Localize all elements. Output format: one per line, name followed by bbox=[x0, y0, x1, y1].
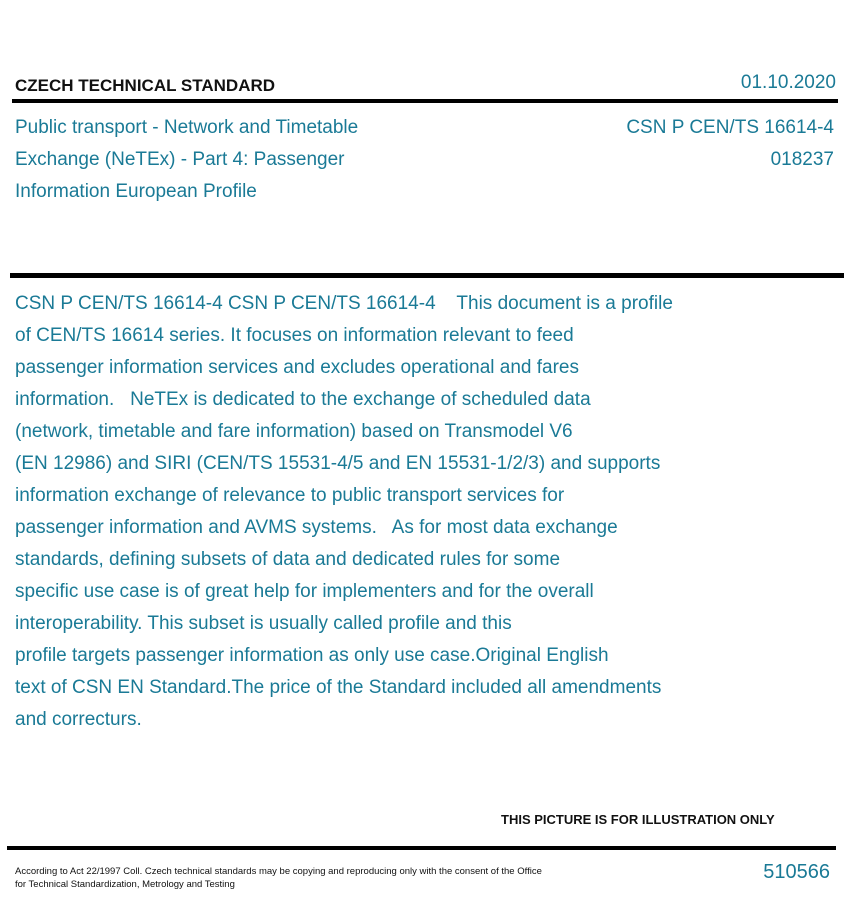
abstract-line: information exchange of relevance to public transport services for bbox=[15, 485, 565, 506]
abstract-line: of CEN/TS 16614 series. It focuses on information relevant to feed bbox=[15, 325, 574, 346]
classification-code: 018237 bbox=[770, 149, 834, 170]
abstract-text bbox=[15, 288, 815, 736]
header-divider bbox=[12, 99, 838, 103]
abstract-line: profile targets passenger information as only use case.Original English bbox=[15, 645, 609, 666]
standard-title-line-2: Exchange (NeTEx) - Part 4: Passenger bbox=[15, 149, 345, 170]
abstract-line: text of CSN EN Standard.The price of the Standard included all amendments bbox=[15, 677, 662, 698]
abstract-line: (network, timetable and fare information) based on Transmodel V6 bbox=[15, 421, 573, 442]
publication-date: 01.10.2020 bbox=[740, 72, 836, 93]
abstract-line: standards, defining subsets of data and dedicated rules for some bbox=[15, 549, 561, 570]
abstract-line: specific use case is of great help for implementers and for the overall bbox=[15, 581, 594, 602]
abstract-line: interoperability. This subset is usually called profile and this bbox=[15, 613, 512, 634]
abstract-line: passenger information services and excludes operational and fares bbox=[15, 357, 579, 378]
abstract-line: CSN P CEN/TS 16614-4 CSN P CEN/TS 16614-4 This document is a profile bbox=[15, 293, 673, 314]
abstract-line: information. NeTEx is dedicated to the exchange of scheduled data bbox=[15, 389, 591, 410]
standard-number: CSN P CEN/TS 16614-4 bbox=[626, 117, 834, 138]
abstract-line: passenger information and AVMS systems. As for most data exchange bbox=[15, 517, 618, 538]
standard-title-line-3: Information European Profile bbox=[15, 181, 257, 202]
title-divider bbox=[10, 273, 844, 278]
footer-divider bbox=[7, 846, 836, 850]
catalog-number: 510566 bbox=[763, 861, 830, 883]
document-type-label: CZECH TECHNICAL STANDARD bbox=[15, 76, 276, 95]
illustration-disclaimer: THIS PICTURE IS FOR ILLUSTRATION ONLY bbox=[501, 812, 775, 827]
standard-title-line-1: Public transport - Network and Timetable bbox=[15, 117, 359, 138]
legal-notice-line: According to Act 22/1997 Coll. Czech technical standards may be copying and reproducing only with the consent of the Office bbox=[15, 866, 542, 877]
legal-notice-line: for Technical Standardization, Metrology and Testing bbox=[15, 879, 235, 890]
abstract-line: and correcturs. bbox=[15, 709, 142, 730]
legal-notice bbox=[15, 865, 542, 891]
abstract-line: (EN 12986) and SIRI (CEN/TS 15531-4/5 and EN 15531-1/2/3) and supports bbox=[15, 453, 661, 474]
